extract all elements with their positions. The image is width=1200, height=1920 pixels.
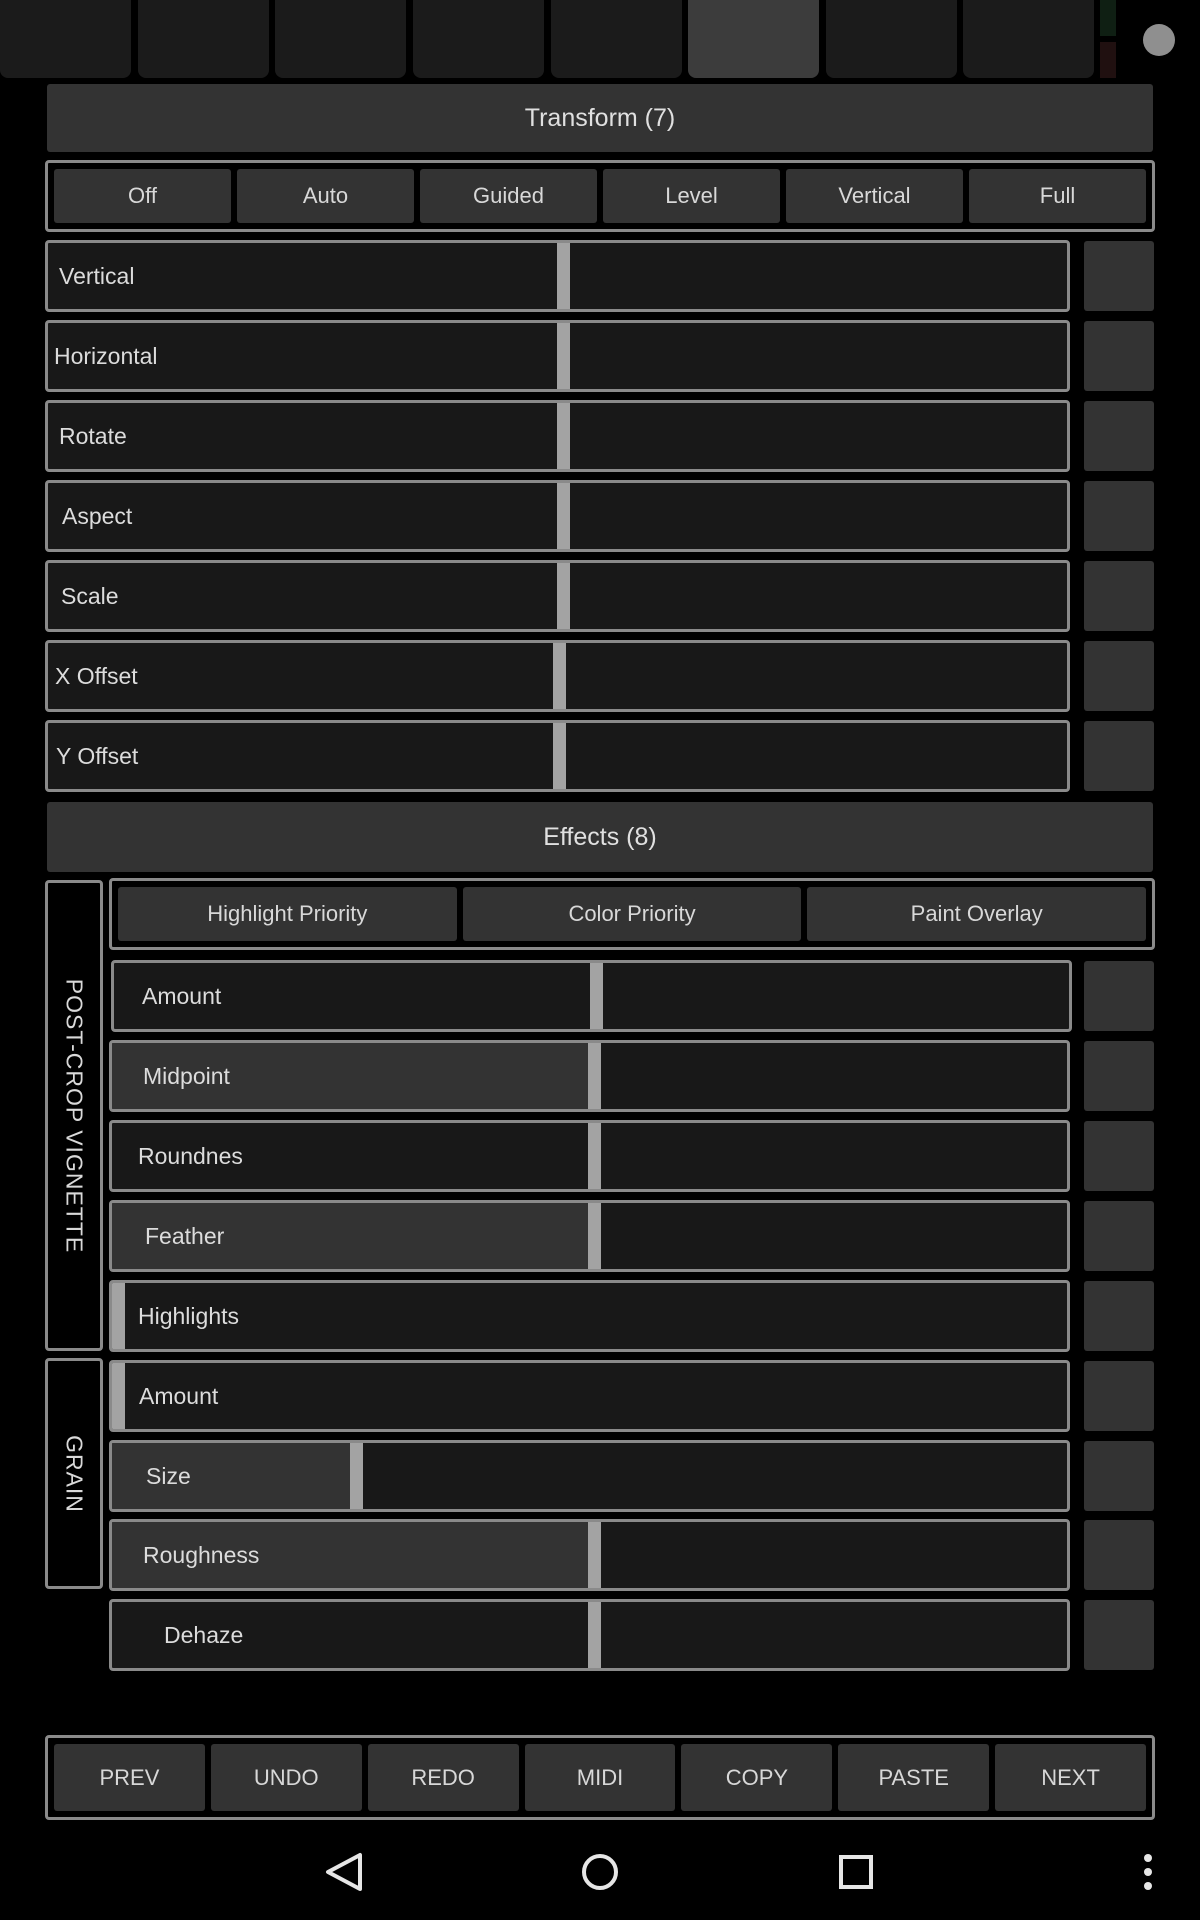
home-circle-icon[interactable] xyxy=(578,1850,622,1894)
slider-label: Vertical xyxy=(59,262,135,289)
post-crop-vignette-text: POST-CROP VIGNETTE xyxy=(61,978,88,1253)
top-tab-8[interactable] xyxy=(963,0,1094,78)
vertical-reset-button[interactable] xyxy=(1084,241,1154,311)
vignette-style-group xyxy=(109,878,1155,950)
grain-roughness-slider[interactable] xyxy=(109,1519,1070,1591)
mode-vertical-button[interactable]: Vertical xyxy=(786,169,963,223)
dehaze-reset-button[interactable] xyxy=(1084,1600,1154,1670)
roundness-slider[interactable] xyxy=(109,1120,1070,1192)
slider-label: Roughness xyxy=(143,1541,260,1568)
grain-amount-slider[interactable] xyxy=(109,1360,1070,1432)
slider-knob[interactable] xyxy=(112,1363,125,1429)
aspect-reset-button[interactable] xyxy=(1084,481,1154,551)
transform-mode-group xyxy=(45,160,1155,232)
rotate-slider[interactable] xyxy=(45,400,1070,472)
slider-knob[interactable] xyxy=(588,1123,601,1189)
color-priority-button[interactable]: Color Priority xyxy=(463,887,802,941)
paint-overlay-button[interactable]: Paint Overlay xyxy=(807,887,1146,941)
slider-knob[interactable] xyxy=(557,483,570,549)
aspect-slider[interactable] xyxy=(45,480,1070,552)
x-offset-slider[interactable] xyxy=(45,640,1070,712)
effects-header[interactable]: Effects (8) xyxy=(47,802,1153,872)
slider-knob[interactable] xyxy=(112,1283,125,1349)
post-crop-vignette-label xyxy=(45,880,103,1351)
redo-button[interactable]: REDO xyxy=(368,1744,519,1811)
slider-knob[interactable] xyxy=(590,963,603,1029)
highlights-slider[interactable] xyxy=(109,1280,1070,1352)
next-button[interactable]: NEXT xyxy=(995,1744,1146,1811)
slider-label: Rotate xyxy=(59,422,127,449)
mode-auto-button[interactable]: Auto xyxy=(237,169,414,223)
bottom-toolbar xyxy=(45,1735,1155,1820)
feather-reset-button[interactable] xyxy=(1084,1201,1154,1271)
slider-label: Midpoint xyxy=(143,1062,230,1089)
midi-button[interactable]: MIDI xyxy=(525,1744,676,1811)
slider-label: Highlights xyxy=(138,1302,239,1329)
y-offset-reset-button[interactable] xyxy=(1084,721,1154,791)
slider-label: Amount xyxy=(139,1382,219,1409)
top-tab-4[interactable] xyxy=(413,0,544,78)
level-indicator-top xyxy=(1100,0,1116,36)
grain-amount-reset-button[interactable] xyxy=(1084,1361,1154,1431)
transform-header[interactable]: Transform (7) xyxy=(47,84,1153,152)
slider-knob[interactable] xyxy=(588,1522,601,1588)
top-tab-5[interactable] xyxy=(551,0,682,78)
x-offset-reset-button[interactable] xyxy=(1084,641,1154,711)
slider-knob[interactable] xyxy=(350,1443,363,1509)
level-indicator-bottom xyxy=(1100,42,1116,78)
vignette-amount-slider[interactable] xyxy=(111,960,1072,1032)
slider-label: Size xyxy=(146,1462,191,1489)
dehaze-slider[interactable] xyxy=(109,1599,1070,1671)
midpoint-slider[interactable] xyxy=(109,1040,1070,1112)
slider-label: Roundnes xyxy=(138,1142,243,1169)
slider-knob[interactable] xyxy=(588,1602,601,1668)
mode-level-button[interactable]: Level xyxy=(603,169,780,223)
y-offset-slider[interactable] xyxy=(45,720,1070,792)
undo-button[interactable]: UNDO xyxy=(211,1744,362,1811)
scale-slider[interactable] xyxy=(45,560,1070,632)
paste-button[interactable]: PASTE xyxy=(838,1744,989,1811)
top-tab-1[interactable] xyxy=(0,0,131,78)
feather-slider[interactable] xyxy=(109,1200,1070,1272)
grain-text: GRAIN xyxy=(61,1434,88,1513)
grain-label xyxy=(45,1358,103,1589)
highlights-reset-button[interactable] xyxy=(1084,1281,1154,1351)
midpoint-reset-button[interactable] xyxy=(1084,1041,1154,1111)
horizontal-reset-button[interactable] xyxy=(1084,321,1154,391)
recents-square-icon[interactable] xyxy=(834,1850,878,1894)
overflow-menu-icon[interactable] xyxy=(1136,1850,1160,1894)
slider-knob[interactable] xyxy=(557,243,570,309)
slider-knob[interactable] xyxy=(557,563,570,629)
top-tab-2[interactable] xyxy=(138,0,269,78)
scale-reset-button[interactable] xyxy=(1084,561,1154,631)
rotate-reset-button[interactable] xyxy=(1084,401,1154,471)
mode-guided-button[interactable]: Guided xyxy=(420,169,597,223)
slider-knob[interactable] xyxy=(557,403,570,469)
slider-label: Feather xyxy=(145,1222,225,1249)
top-tab-6-selected[interactable] xyxy=(688,0,819,78)
slider-label: Horizontal xyxy=(54,342,158,369)
slider-knob[interactable] xyxy=(553,643,566,709)
back-triangle-icon[interactable] xyxy=(320,1850,370,1894)
slider-knob[interactable] xyxy=(557,323,570,389)
vignette-amount-reset-button[interactable] xyxy=(1084,961,1154,1031)
slider-label: Scale xyxy=(61,582,119,609)
slider-knob[interactable] xyxy=(553,723,566,789)
slider-label: Aspect xyxy=(62,502,133,529)
slider-label: Dehaze xyxy=(164,1621,244,1648)
slider-knob[interactable] xyxy=(588,1203,601,1269)
highlight-priority-button[interactable]: Highlight Priority xyxy=(118,887,457,941)
mode-full-button[interactable]: Full xyxy=(969,169,1146,223)
top-tab-3[interactable] xyxy=(275,0,406,78)
slider-label: Amount xyxy=(142,982,222,1009)
horizontal-slider[interactable] xyxy=(45,320,1070,392)
status-dot-icon[interactable] xyxy=(1143,24,1175,56)
vertical-slider[interactable] xyxy=(45,240,1070,312)
roundness-reset-button[interactable] xyxy=(1084,1121,1154,1191)
mode-off-button[interactable]: Off xyxy=(54,169,231,223)
slider-label: Y Offset xyxy=(56,742,139,769)
grain-size-reset-button[interactable] xyxy=(1084,1441,1154,1511)
prev-button[interactable]: PREV xyxy=(54,1744,205,1811)
grain-size-slider[interactable] xyxy=(109,1440,1070,1512)
grain-roughness-reset-button[interactable] xyxy=(1084,1520,1154,1590)
top-tab-7[interactable] xyxy=(826,0,957,78)
slider-label: X Offset xyxy=(55,662,138,689)
slider-knob[interactable] xyxy=(588,1043,601,1109)
copy-button[interactable]: COPY xyxy=(681,1744,832,1811)
